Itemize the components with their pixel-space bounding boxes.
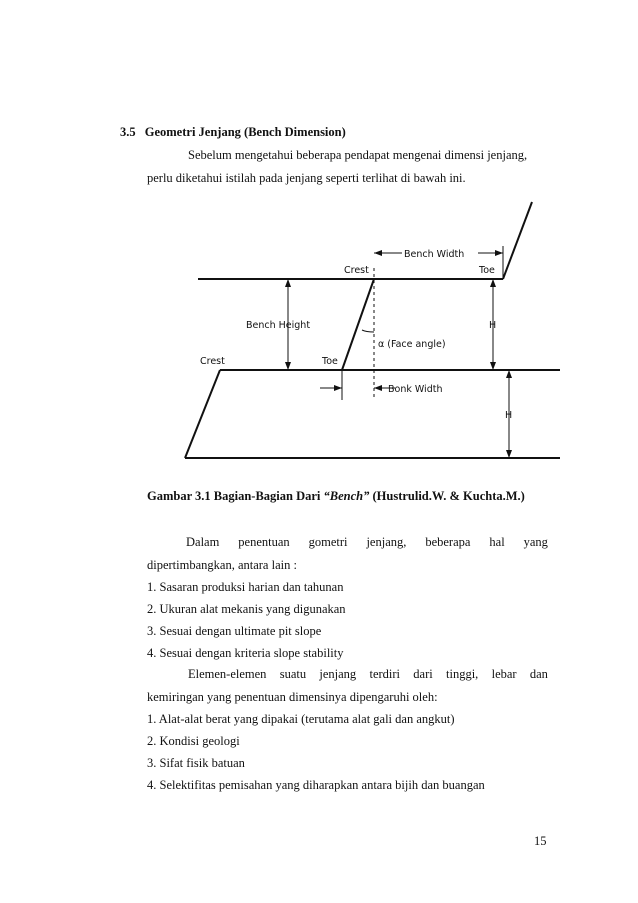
- p3-word: suatu: [279, 667, 307, 681]
- caption-prefix: Gambar 3.1 Bagian-Bagian Dari: [147, 489, 324, 503]
- p3-word: tinggi,: [446, 667, 479, 681]
- figure-caption: [147, 488, 525, 504]
- label-h-upper: H: [489, 320, 497, 331]
- label-crest-top: Crest: [344, 265, 369, 276]
- section-number: 3.5: [120, 125, 136, 139]
- p3-word: lebar: [491, 667, 517, 681]
- caption-suffix: (Hustrulid.W. & Kuchta.M.): [369, 489, 525, 503]
- list2-item: 4. Selektifitas pemisahan yang diharapkan antara bijih dan buangan: [147, 778, 485, 792]
- page-number: 15: [534, 834, 547, 848]
- face-angle-arc: [362, 330, 374, 332]
- list2-item: 2. Kondisi geologi: [147, 734, 240, 748]
- label-bench-width: Bench Width: [404, 249, 465, 260]
- paragraph2-line-1: [186, 534, 548, 550]
- p3-word: jenjang: [319, 667, 357, 681]
- p2-word: beberapa: [425, 535, 471, 549]
- label-bench-height: Bench Height: [246, 320, 311, 331]
- list2-item: 3. Sifat fisik batuan: [147, 756, 245, 770]
- intro-line-2: perlu diketahui istilah pada jenjang seperti terlihat di bawah ini.: [147, 171, 466, 185]
- p3-word: dan: [529, 667, 548, 681]
- list1-item: 2. Ukuran alat mekanis yang digunakan: [147, 602, 346, 616]
- intro-line-1: Sebelum mengetahui beberapa pendapat mengenai dimensi jenjang,: [188, 148, 528, 162]
- label-toe-bottom: Toe: [322, 356, 338, 367]
- label-bank-width: Bonk Width: [388, 384, 443, 395]
- p2-word: Dalam: [186, 535, 220, 549]
- paragraph3-line-1: [188, 666, 548, 682]
- p2-word: jenjang,: [366, 535, 407, 549]
- list2-item: 1. Alat-alat berat yang dipakai (terutama alat gali dan angkut): [147, 712, 455, 726]
- p2-word: hal: [489, 535, 505, 549]
- paragraph3-line-2: kemiringan yang penentuan dimensinya dipengaruhi oleh:: [147, 690, 438, 704]
- label-crest-bottom: Crest: [200, 356, 225, 367]
- label-face-angle: α (Face angle): [378, 339, 446, 350]
- upper-slope-line: [503, 202, 532, 279]
- list1-item: 4. Sesuai dengan kriteria slope stability: [147, 646, 344, 660]
- bench-face-line: [342, 279, 374, 370]
- paragraph2-line-2: dipertimbangkan, antara lain :: [147, 558, 297, 572]
- label-toe-top: Toe: [479, 265, 495, 276]
- p3-word: Elemen-elemen: [188, 667, 267, 681]
- section-title: Geometri Jenjang (Bench Dimension): [144, 125, 346, 139]
- bench-diagram: [170, 190, 570, 460]
- p2-word: yang: [523, 535, 548, 549]
- p3-word: dari: [413, 667, 433, 681]
- section-heading: [120, 124, 346, 140]
- label-h-lower: H: [505, 410, 513, 421]
- list1-item: 3. Sesuai dengan ultimate pit slope: [147, 624, 322, 638]
- lower-slope-line: [185, 370, 220, 458]
- caption-italic: “Bench”: [323, 489, 370, 503]
- p3-word: terdiri: [369, 667, 401, 681]
- p2-word: penentuan: [238, 535, 290, 549]
- list1-item: 1. Sasaran produksi harian dan tahunan: [147, 580, 344, 594]
- p2-word: gometri: [308, 535, 348, 549]
